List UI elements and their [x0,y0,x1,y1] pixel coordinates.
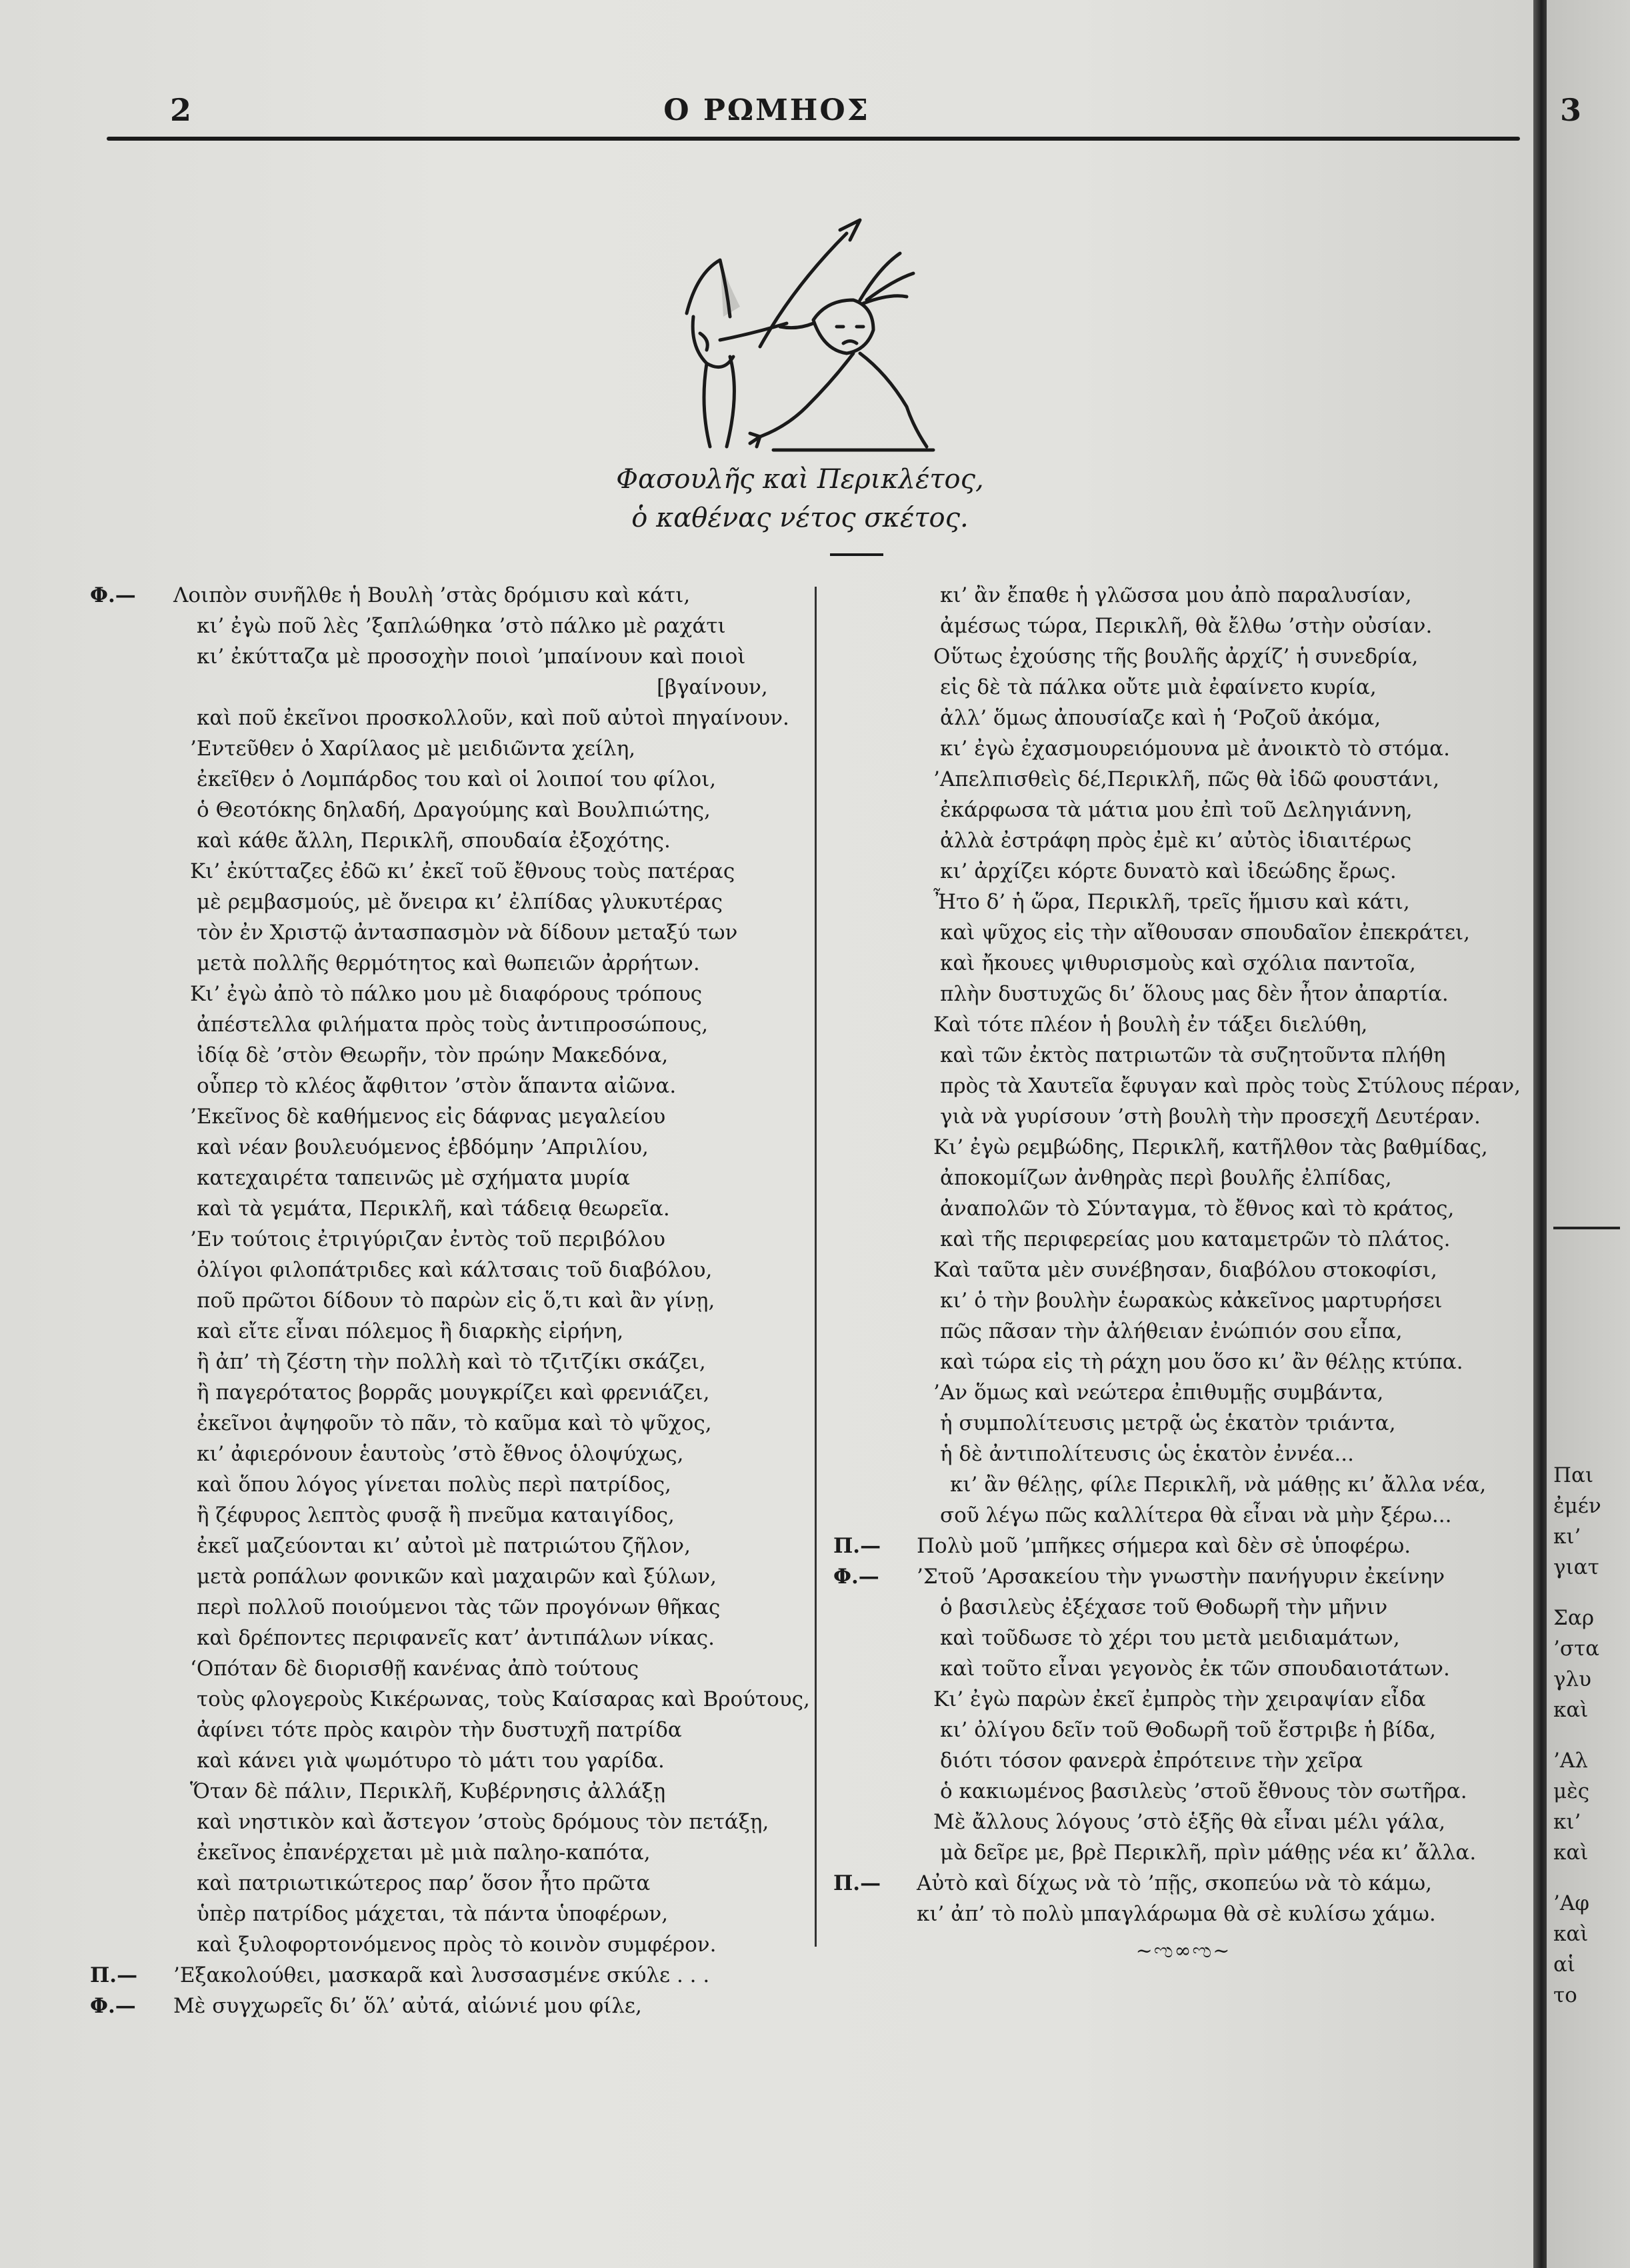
page-binding [1533,0,1547,2268]
verse-line: Οὕτως ἐχούσης τῆς βουλῆς ἀρχίζ’ ἡ συνεδρία, [933,645,1419,669]
caption-line-1: Φασουλῆς καὶ Περικλέτος, [616,464,984,495]
verse-line: ’Απελπισθεὶς δέ,Περικλῆ, πῶς θὰ ἰδῶ φουστάνι, [933,767,1440,791]
verse-line: γιὰ νὰ γυρίσουν ’στὴ βουλὴ τὴν προσεχῆ Δευτέραν. [940,1105,1481,1129]
verse-line: ὁ βασιλεὺς ἐξέχασε τοῦ Θοδωρῆ τὴν μῆνιν [940,1595,1388,1619]
verse-line: Π.— ’Εξακολούθει, μασκαρᾶ καὶ λυσσασμένε σκύλε . . . [90,1960,803,1991]
verse-line: ‘Οπόταν δὲ διορισθῇ κανένας ἀπὸ τούτους [190,1657,639,1681]
verse-line: καὶ τοῦτο εἶναι γεγονὸς ἐκ τῶν σπουδαιοτάτων. [940,1657,1450,1681]
verse-line: καὶ ἤκουες ψιθυρισμοὺς καὶ σχόλια παντοῖα, [940,951,1416,975]
verse-line: ἀφίνει τότε πρὸς καιρὸν τὴν δυστυχῆ πατρίδα [197,1718,682,1742]
verse-line: ἡ συμπολίτευσις μετρᾷ ὡς ἑκατὸν τριάντα, [940,1411,1396,1435]
verse-line: καὶ τοῦδωσε τὸ χέρι του μετὰ μειδιαμάτων, [940,1626,1400,1650]
verse-line: Κι’ ἐγὼ ἀπὸ τὸ πάλκο μου μὲ διαφόρους τρόπους [190,982,703,1006]
verse-line: ἡ δὲ ἀντιπολίτευσις ὡς ἑκατὸν ἐννέα... [940,1442,1354,1466]
header-rule [107,137,1520,141]
verse-line: καὶ τὰ γεμάτα, Περικλῆ, καὶ τάδειᾳ θεωρεῖα. [197,1197,670,1221]
verse-line: ἢ παγερότατος βορρᾶς μουγκρίζει καὶ φρενιάζει, [197,1381,710,1405]
verse-line: τὸν ἐν Χριστῷ ἀντασπασμὸν νὰ δίδουν μεταξύ των [197,921,738,945]
next-page-edge [1547,0,1630,2268]
verse-line: ἀπέστελλα φιλήματα πρὸς τοὺς ἀντιπροσώπους, [197,1013,709,1037]
caption-line-2: ὁ καθένας νέτος σκέτος. [631,503,969,533]
verse-line: Ἦτο δ’ ἡ ὥρα, Περικλῆ, τρεῖς ἥμισυ καὶ κάτι, [933,890,1410,914]
verse-line: πῶς πᾶσαν τὴν ἀλήθειαν ἐνώπιόν σου εἶπα, [940,1319,1403,1343]
verse-line: περὶ πολλοῦ ποιούμενοι τὰς τῶν προγόνων θῆκας [197,1595,721,1619]
left-column [90,580,810,2021]
verse-line: τοὺς φλογεροὺς Κικέρωνας, τοὺς Καίσαρας καὶ Βρούτους, [197,1687,810,1711]
speaker-label: Π.— [833,1534,881,1558]
verse-line: σοῦ λέγω πῶς καλλίτερα θὰ εἶναι νὰ μὴν ξέρω... [940,1503,1452,1527]
verse-line: καὶ δρέποντες περιφανεῖς κατ’ ἀντιπάλων νίκας. [197,1626,715,1650]
verse-line: ἰδίᾳ δὲ ’στὸν Θεωρῆν, τὸν πρώην Μακεδόνα, [197,1043,669,1067]
verse-line: ’Αν ὅμως καὶ νεώτερα ἐπιθυμῇς συμβάντα, [933,1381,1384,1405]
verse-line: Φ.— Λοιπὸν συνῆλθε ἡ Βουλὴ ’στὰς δρόμισυ καὶ κάτι, [90,580,803,611]
verse-line: καὶ κάνει γιὰ ψωμότυρο τὸ μάτι του γαρίδα. [197,1749,665,1773]
verse-line: εἰς δὲ τὰ πάλκα οὔτε μιὰ ἐφαίνετο κυρία, [940,675,1377,699]
verse-line: μετὰ ροπάλων φονικῶν καὶ μαχαιρῶν καὶ ξύλων, [197,1565,717,1589]
speaker-label: Π.— [833,1871,881,1895]
verse-line: καὶ ξυλοφορτονόμενος πρὸς τὸ κοινὸν συμφέρον. [197,1933,717,1957]
caption-rule [830,553,883,556]
verse-line: καὶ τῶν ἐκτὸς πατριωτῶν τὰ συζητοῦντα πλήθη [940,1043,1446,1067]
cartoon-caption [587,460,1013,537]
verse-line: Καὶ ταῦτα μὲν συνέβησαν, διαβόλου στοκοφίσι, [933,1258,1437,1282]
speaker-label: Π.— [90,1963,138,1987]
verse-line: ἀλλὰ ἐστράφη πρὸς ἐμὲ κι’ αὐτὸς ἰδιαιτέρως [940,829,1412,853]
next-page-text: Παι ἐμέν κι’ γιατ Σαρ ’στα γλυ καὶ ’Αλ μὲς κι’ καὶ ’Αφ καὶ αἱ το [1553,1463,1601,2007]
verse-line: ὁ Θεοτόκης δηλαδή, Δραγούμης καὶ Βουλπιώτης, [197,798,711,822]
next-page-number: 3 [1560,92,1582,128]
verse-line: κι’ ἐγὼ ποῦ λὲς ’ξαπλώθηκα ’στὸ πάλκο μὲ ραχάτι [197,614,726,638]
verse-line: Φ.— ’Στοῦ ’Αρσακείου τὴν γνωστὴν πανήγυριν ἐκείνην [833,1561,1533,1592]
speaker-label: Φ.— [833,1565,879,1589]
verse-line: κι’ ἂν θέλῃς, φίλε Περικλῆ, νὰ μάθῃς κι’ ἄλλα νέα, [950,1473,1487,1497]
verse-line: κι’ ἀπ’ τὸ πολὺ μπαγλάρωμα θὰ σὲ κυλίσω χάμω. [917,1902,1436,1926]
verse-line: κι’ ἀρχίζει κόρτε δυνατὸ καὶ ἰδεώδης ἔρως. [940,859,1397,883]
verse-line: διότι τόσον φανερὰ ἐπρότεινε τὴν χεῖρα [940,1749,1363,1773]
verse-line: ἐκεῖθεν ὁ Λομπάρδος του καὶ οἱ λοιποί του φίλοι, [197,767,717,791]
verse-line: κατεχαιρέτα ταπεινῶς μὲ σχήματα μυρία [197,1166,631,1190]
verse-line: καὶ εἴτε εἶναι πόλεμος ἢ διαρκὴς εἰρήνη, [197,1319,624,1343]
verse-line: μὰ δεῖρε με, βρὲ Περικλῆ, πρὶν μάθῃς νέα κι’ ἄλλα. [940,1841,1477,1865]
verse-line: ὀλίγοι φιλοπάτριδες καὶ κάλτσαις τοῦ διαβόλου, [197,1258,713,1282]
verse-line: ’Εν τούτοις ἐτριγύριζαν ἐντὸς τοῦ περιβόλου [190,1227,665,1251]
verse-line: πρὸς τὰ Χαυτεῖα ἔφυγαν καὶ πρὸς τοὺς Στύλους πέραν, [940,1074,1521,1098]
verse-line: ἢ ἀπ’ τὴ ζέστη τὴν πολλὴ καὶ τὸ τζιτζίκι σκάζει, [197,1350,706,1374]
verse-line: καὶ τώρα εἰς τὴ ράχη μου ὅσο κι’ ἂν θέλῃς κτύπα. [940,1350,1463,1374]
verse-line: κι’ ὀλίγου δεῖν τοῦ Θοδωρῆ τοῦ ἔστριβε ἡ βίδα, [940,1718,1436,1742]
speaker-label: Φ.— [90,1994,136,2018]
verse-line: ἐκάρφωσα τὰ μάτια μου ἐπὶ τοῦ Δεληγιάννη, [940,798,1413,822]
verse-line: Κι’ ἐγὼ παρὼν ἐκεῖ ἐμπρὸς τὴν χειραψίαν εἶδα [933,1687,1426,1711]
verse-line: Μὲ ἄλλους λόγους ’στὸ ἑξῆς θὰ εἶναι μέλι γάλα, [933,1810,1446,1834]
verse-line: ’Εντεῦθεν ὁ Χαρίλαος μὲ μειδιῶντα χείλη, [190,737,636,761]
verse-line: ποῦ πρῶτοι δίδουν τὸ παρὼν εἰς ὅ,τι καὶ ἂν γίνῃ, [197,1289,715,1313]
next-page-rule [1553,1227,1620,1229]
right-column [833,580,1533,1967]
verse-line: ἐκεῖνος ἐπανέρχεται μὲ μιὰ παληο-καπότα, [197,1841,651,1865]
verse-line: Ὅταν δὲ πάλιν, Περικλῆ, Κυβέρνησις ἀλλάξῃ [190,1779,666,1803]
verse-line: ὑπὲρ πατρίδος μάχεται, τὰ πάντα ὑποφέρων, [197,1902,669,1926]
verse-line: [βγαίνουν, [657,675,768,699]
speaker-label: Φ.— [90,583,136,607]
verse-line: Π.— Αὐτὸ καὶ δίχως νὰ τὸ ’πῇς, σκοπεύω νὰ τὸ κάμω, [833,1868,1533,1899]
verse-line: καὶ ποῦ ἐκεῖνοι προσκολλοῦν, καὶ ποῦ αὐτοὶ πηγαίνουν. [197,706,789,730]
verse-line: οὗπερ τὸ κλέος ἄφθιτον ’στὸν ἅπαντα αἰῶνα. [197,1074,677,1098]
verse-line: ἀλλ’ ὅμως ἀπουσίαζε καὶ ἡ ‘Ροζοῦ ἀκόμα, [940,706,1381,730]
verse-line: καὶ ὅπου λόγος γίνεται πολὺς περὶ πατρίδος, [197,1473,671,1497]
verse-line: κι’ ἐγὼ ἐχασμουρειόμουνα μὲ ἀνοικτὸ τὸ στόμα. [940,737,1450,761]
verse-line: ἐκεῖνοι ἀψηφοῦν τὸ πᾶν, τὸ καῦμα καὶ τὸ ψῦχος, [197,1411,712,1435]
verse-line: καὶ κάθε ἄλλη, Περικλῆ, σπουδαία ἐξοχότης. [197,829,671,853]
verse-line: μὲ ρεμβασμούς, μὲ ὄνειρα κι’ ἐλπίδας γλυκυτέρας [197,890,723,914]
verse-line: κι’ ἀφιερόνουν ἑαυτοὺς ’στὸ ἔθνος ὁλοψύχως, [197,1442,684,1466]
verse-line: κι’ ἂν ἔπαθε ἡ γλῶσσα μου ἀπὸ παραλυσίαν, [940,583,1412,607]
verse-line: καὶ τῆς περιφερείας μου καταμετρῶν τὸ πλάτος. [940,1227,1451,1251]
verse-line: Π.— Πολὺ μοῦ ’μπῆκες σήμερα καὶ δὲν σὲ ὑποφέρω. [833,1531,1533,1561]
verse-line: καὶ νέαν βουλευόμενος ἑβδόμην ’Απριλίου, [197,1135,649,1159]
verse-line: πλὴν δυστυχῶς δι’ ὅλους μας δὲν ἦτον ἀπαρτία. [940,982,1449,1006]
verse-line: Καὶ τότε πλέον ἡ βουλὴ ἐν τάξει διελύθη, [933,1013,1368,1037]
page-number: 2 [170,92,192,128]
verse-line: ὁ κακιωμένος βασιλεὺς ’στοῦ ἔθνους τὸν σωτῆρα. [940,1779,1467,1803]
verse-line: καὶ ψῦχος εἰς τὴν αἴθουσαν σπουδαῖον ἐπεκράτει, [940,921,1471,945]
column-divider [815,587,817,1947]
verse-line: ’Εκεῖνος δὲ καθήμενος εἰς δάφνας μεγαλείου [190,1105,666,1129]
verse-line: ἐκεῖ μαζεύονται κι’ αὐτοὶ μὲ πατριώτου ζῆλον, [197,1534,691,1558]
cartoon-illustration [660,207,940,467]
verse-line: καὶ νηστικὸν καὶ ἄστεγον ’στοὺς δρόμους τὸν πετάξῃ, [197,1810,769,1834]
verse-line: καὶ πατριωτικώτερος παρ’ ὅσον ἦτο πρῶτα [197,1871,651,1895]
end-ornament: ~ಌ∞ಌ~ [1135,1939,1231,1963]
newspaper-title: Ο ΡΩΜΗΟΣ [663,93,870,127]
verse-line: Κι’ ἐγὼ ρεμβώδης, Περικλῆ, κατῆλθον τὰς βαθμίδας, [933,1135,1488,1159]
verse-line: Κι’ ἐκύτταζες ἐδῶ κι’ ἐκεῖ τοῦ ἔθνους τοὺς πατέρας [190,859,735,883]
verse-line: ἀναπολῶν τὸ Σύνταγμα, τὸ ἔθνος καὶ τὸ κράτος, [940,1197,1455,1221]
verse-line: κι’ ἐκύτταζα μὲ προσοχὴν ποιοὶ ’μπαίνουν καὶ ποιοὶ [197,645,746,669]
verse-line: ἀμέσως τώρα, Περικλῆ, θὰ ἔλθω ’στὴν οὐσίαν. [940,614,1433,638]
verse-line: κι’ ὁ τὴν βουλὴν ἑωρακὼς κἀκεῖνος μαρτυρήσει [940,1289,1443,1313]
verse-line: ἀποκομίζων ἀνθηρὰς περὶ βουλῆς ἐλπίδας, [940,1166,1392,1190]
verse-line: ἢ ζέφυρος λεπτὸς φυσᾷ ἢ πνεῦμα καταιγίδος, [197,1503,675,1527]
verse-line: μετὰ πολλῆς θερμότητος καὶ θωπειῶν ἀρρήτων. [197,951,700,975]
verse-line: Φ.— Μὲ συγχωρεῖς δι’ ὅλ’ αὐτά, αἰώνιέ μου φίλε, [90,1991,803,2021]
